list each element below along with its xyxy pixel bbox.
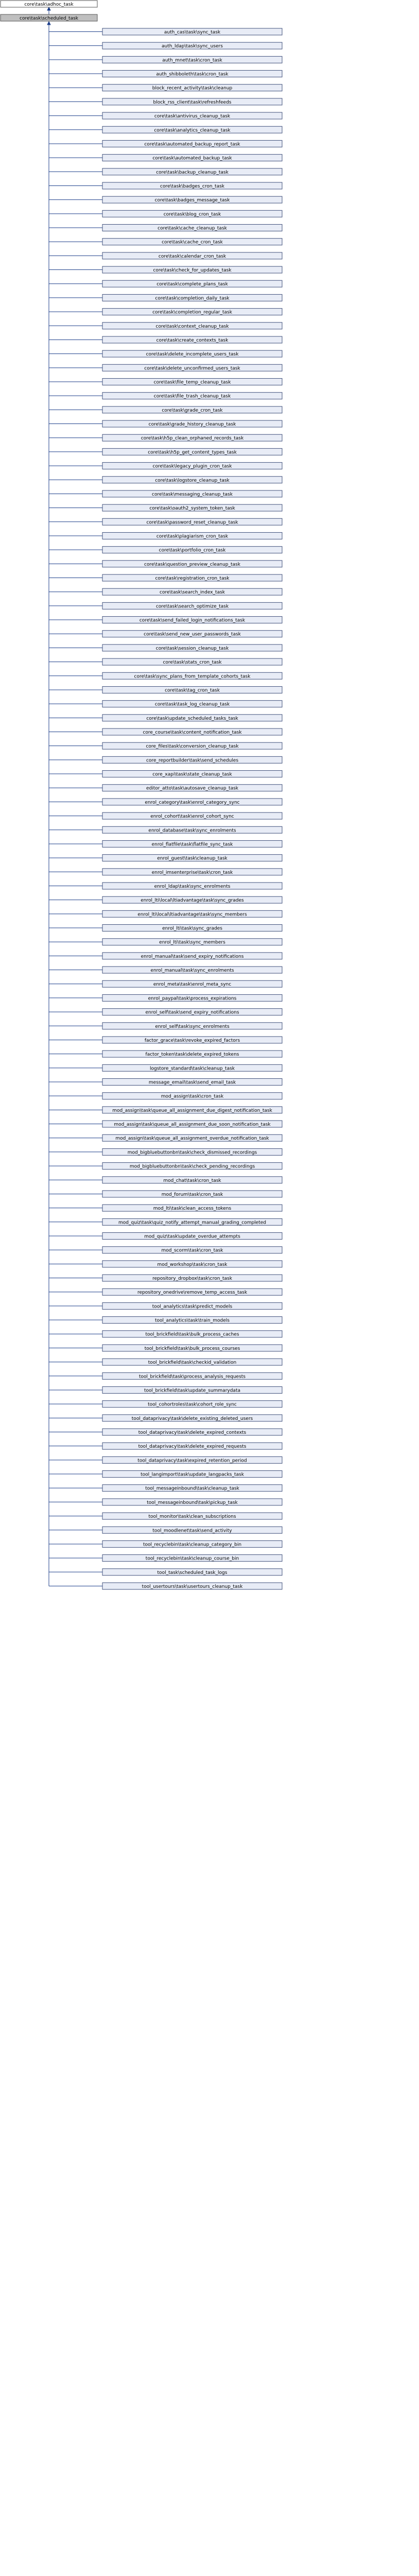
child-node-label: enrol_meta\task\enrol_meta_sync	[153, 982, 232, 988]
child-node-label: core\task\antivirus_cleanup_task	[154, 114, 231, 120]
child-node[interactable]	[102, 602, 282, 609]
child-node-label: tool_dataprivacy\task\expired_retention_period	[137, 1458, 247, 1464]
child-node[interactable]	[102, 1191, 282, 1197]
child-node-label: enrol_paypal\task\process_expirations	[148, 996, 237, 1002]
child-node-label: core\task\registration_cron_task	[155, 576, 230, 582]
child-node-label: tool_dataprivacy\task\delete_expired_requests	[138, 1444, 247, 1450]
child-node-label: enrol_self\task\sync_enrolments	[155, 1024, 230, 1029]
child-node[interactable]	[102, 168, 282, 175]
child-node[interactable]	[102, 1093, 282, 1099]
child-node[interactable]	[102, 812, 282, 819]
child-node[interactable]	[102, 631, 282, 637]
child-node[interactable]	[102, 1232, 282, 1239]
child-node[interactable]	[102, 771, 282, 777]
child-node[interactable]	[102, 323, 282, 329]
child-node[interactable]	[102, 336, 282, 343]
child-node[interactable]	[102, 840, 282, 847]
child-node[interactable]	[102, 1107, 282, 1113]
child-node-label: core\task\automated_backup_report_task	[144, 142, 240, 147]
child-node-label: auth_cas\task\sync_task	[164, 30, 221, 35]
child-node[interactable]	[102, 379, 282, 385]
child-node-label: core\task\h5p_clean_orphaned_records_task	[141, 436, 244, 442]
child-node[interactable]	[102, 1121, 282, 1127]
child-node-label: core\task\create_contexts_task	[156, 337, 229, 343]
child-nodes-layer	[102, 28, 282, 1589]
child-node-label: tool_brickfield\task\bulk_process_caches	[145, 1332, 239, 1337]
child-node[interactable]	[102, 518, 282, 525]
child-node[interactable]	[102, 1148, 282, 1155]
child-node[interactable]	[102, 84, 282, 91]
child-node-label: enrol_guest\task\cleanup_task	[157, 856, 228, 861]
child-node[interactable]	[102, 477, 282, 483]
child-node-label: core\task\stats_cron_task	[163, 660, 222, 666]
child-node[interactable]	[102, 1499, 282, 1505]
child-node[interactable]	[102, 71, 282, 77]
root-node-label: core\task\adhoc_task	[24, 2, 74, 7]
child-node-label: core\task\task_log_cleanup_task	[154, 702, 230, 707]
child-node[interactable]	[102, 196, 282, 203]
child-node-label: tool_recyclebin\task\cleanup_course_bin	[145, 1556, 239, 1562]
child-node-label: core\task\completion_regular_task	[152, 310, 232, 315]
child-node[interactable]	[102, 420, 282, 427]
child-node-label: tool_langimport\task\update_langpacks_task	[141, 1472, 244, 1478]
child-node[interactable]	[102, 1023, 282, 1029]
child-node[interactable]	[102, 252, 282, 259]
child-node-label: tool_recyclebin\task\cleanup_category_bin	[143, 1542, 242, 1548]
child-node-label: core\task\delete_unconfirmed_users_task	[144, 366, 240, 371]
child-node[interactable]	[102, 1275, 282, 1281]
child-node-label: enrol_manual\task\send_expiry_notifications	[141, 954, 244, 959]
child-node[interactable]	[102, 574, 282, 581]
child-node[interactable]	[102, 280, 282, 287]
child-node[interactable]	[102, 980, 282, 987]
child-node[interactable]	[102, 588, 282, 595]
child-node[interactable]	[102, 406, 282, 413]
child-node-label: tool_dataprivacy\task\delete_expired_contexts	[138, 1430, 247, 1435]
child-node[interactable]	[102, 1345, 282, 1351]
child-node-label: core\task\file_trash_cleanup_task	[153, 394, 231, 399]
child-node-label: enrol_imsenterprise\task\cron_task	[151, 870, 233, 875]
child-node-label: mod_bigbluebuttonbn\task\check_dismissed_recordings	[127, 1150, 257, 1156]
child-node-label: tool_analytics\task\train_models	[155, 1318, 230, 1324]
child-node-label: core\task\grade_history_cleanup_task	[148, 422, 236, 428]
child-node-label: tool_cohortroles\task\cohort_role_sync	[148, 1402, 237, 1408]
child-node[interactable]	[102, 1359, 282, 1365]
child-node[interactable]	[102, 953, 282, 959]
child-node-label: tool_brickfield\task\checkid_validation	[148, 1360, 237, 1366]
child-node-label: repository_onedrive\remove_temp_access_task	[137, 1290, 248, 1296]
child-node[interactable]	[102, 869, 282, 875]
child-node[interactable]	[102, 1401, 282, 1408]
child-node[interactable]	[102, 309, 282, 315]
child-node-label: core\task\h5p_get_content_types_task	[148, 450, 237, 455]
child-node[interactable]	[102, 1583, 282, 1589]
child-node[interactable]	[102, 701, 282, 707]
child-node-label: block_recent_activity\task\cleanup	[152, 86, 233, 91]
child-node-label: tool_messageinbound\task\pickup_task	[147, 1500, 238, 1505]
child-node[interactable]	[102, 1037, 282, 1043]
child-node[interactable]	[102, 855, 282, 861]
child-node[interactable]	[102, 617, 282, 623]
child-node[interactable]	[102, 1415, 282, 1421]
child-node-label: core\task\oauth2_system_token_task	[149, 506, 235, 512]
child-node-label: core\task\plagiarism_cron_task	[156, 534, 229, 539]
child-node[interactable]	[102, 28, 282, 35]
child-node-label: core\task\messaging_cleanup_task	[152, 492, 233, 497]
child-node-label: core\task\cache_cleanup_task	[158, 226, 227, 231]
child-node-label: tool_monitor\task\clean_subscriptions	[148, 1514, 236, 1520]
child-node-label: mod_assign\task\queue_all_assignment_due_soon_notification_task	[114, 1122, 271, 1128]
child-node-label: core\task\grade_cron_task	[162, 408, 223, 413]
child-node[interactable]	[102, 1302, 282, 1309]
child-node-label: factor_grace\task\revoke_expired_factors	[144, 1038, 240, 1043]
child-node[interactable]	[102, 42, 282, 49]
child-node[interactable]	[102, 490, 282, 497]
child-node[interactable]	[102, 1134, 282, 1141]
child-node[interactable]	[102, 1261, 282, 1267]
child-node[interactable]	[102, 1386, 282, 1393]
child-node[interactable]	[102, 826, 282, 833]
child-node[interactable]	[102, 98, 282, 105]
child-node[interactable]	[102, 1485, 282, 1492]
child-node[interactable]	[102, 1331, 282, 1337]
child-node[interactable]	[102, 742, 282, 749]
child-node-label: mod_quiz\task\update_overdue_attempts	[144, 1234, 240, 1240]
arrowhead	[47, 22, 50, 25]
child-node-label: tool_moodlenet\task\send_activity	[152, 1528, 232, 1534]
child-node[interactable]	[102, 1009, 282, 1015]
child-node[interactable]	[102, 672, 282, 679]
child-node[interactable]	[102, 925, 282, 931]
arrowhead	[47, 7, 50, 10]
child-node-label: enrol_database\task\sync_enrolments	[148, 828, 236, 834]
child-node-label: tool_usertours\task\usertours_cleanup_task	[142, 1584, 243, 1589]
parent-node-label: core\task\scheduled_task	[20, 16, 78, 21]
child-node[interactable]	[102, 294, 282, 301]
child-node[interactable]	[102, 239, 282, 245]
child-node-label: repository_dropbox\task\cron_task	[152, 1276, 232, 1282]
child-node-label: enrol_flatfile\task\flatfile_sync_task	[151, 842, 233, 848]
child-node[interactable]	[102, 686, 282, 693]
child-node[interactable]	[102, 1456, 282, 1463]
child-node[interactable]	[102, 448, 282, 455]
child-node[interactable]	[102, 1163, 282, 1170]
child-node-label: core\task\send_failed_login_notifications_task	[139, 618, 246, 623]
child-node[interactable]	[102, 645, 282, 651]
child-node[interactable]	[102, 210, 282, 217]
child-node-label: enrol_lti\task\sync_members	[159, 940, 225, 945]
child-node-label: core\task\update_scheduled_tasks_task	[146, 716, 238, 721]
child-node-label: core\task\session_cleanup_task	[155, 646, 229, 651]
child-node[interactable]	[102, 1064, 282, 1071]
child-node[interactable]	[102, 1372, 282, 1379]
child-node-label: core\task\calendar_cron_task	[158, 253, 226, 259]
child-node-label: tool_brickfield\task\bulk_process_courses	[144, 1346, 240, 1351]
child-node-label: block_rss_client\task\refreshfeeds	[153, 99, 232, 105]
edges-layer	[47, 7, 102, 1586]
child-node-label: enrol_lti\local\ltiadvantage\task\sync_members	[137, 912, 247, 918]
child-node-label: core\task\tag_cron_task	[165, 688, 220, 693]
child-node-label: mod_assign\task\queue_all_assignment_overdue_notification_task	[115, 1136, 269, 1142]
child-node-label: auth_shibboleth\task\cron_task	[156, 72, 229, 77]
child-node-label: core\task\sync_plans_from_template_cohorts_task	[134, 674, 251, 680]
child-node-label: enrol_self\task\send_expiry_notifications	[145, 1010, 239, 1015]
child-node[interactable]	[102, 1317, 282, 1324]
child-node-label: core_xapi\task\state_cleanup_task	[152, 772, 232, 777]
child-node[interactable]	[102, 1540, 282, 1547]
child-node-label: mod_forum\task\cron_task	[161, 1192, 223, 1197]
child-node-label: core\task\portfolio_cron_task	[159, 548, 226, 553]
child-node[interactable]	[102, 910, 282, 917]
child-node-label: core\task\analytics_cleanup_task	[154, 128, 231, 133]
child-node-label: tool_analytics\task\predict_models	[152, 1304, 233, 1310]
child-node[interactable]	[102, 393, 282, 399]
child-node-label: mod_assign\task\cron_task	[161, 1094, 224, 1099]
child-node[interactable]	[102, 112, 282, 119]
child-node[interactable]	[102, 1247, 282, 1253]
child-node[interactable]	[102, 715, 282, 721]
child-node-label: enrol_ldap\task\sync_enrolments	[154, 884, 231, 889]
child-node-label: core\task\cache_cron_task	[162, 240, 223, 245]
child-node-label: core\task\complete_plans_task	[156, 282, 228, 287]
child-node[interactable]	[102, 896, 282, 903]
child-node[interactable]	[102, 1177, 282, 1183]
child-node-label: core\task\check_for_updates_task	[153, 268, 232, 274]
child-node-label: enrol_cohort\task\enrol_cohort_sync	[150, 814, 234, 820]
child-node[interactable]	[102, 799, 282, 805]
child-node-label: core\task\legacy_plugin_cron_task	[152, 464, 232, 469]
child-node[interactable]	[102, 532, 282, 539]
child-node-label: mod_lti\task\clean_access_tokens	[153, 1206, 232, 1212]
child-node[interactable]	[102, 1429, 282, 1435]
child-node-label: tool_messageinbound\task\cleanup_task	[145, 1486, 239, 1492]
child-node[interactable]	[102, 56, 282, 63]
child-node[interactable]	[102, 1513, 282, 1519]
child-node[interactable]	[102, 883, 282, 889]
child-node-label: core\task\backup_cleanup_task	[156, 170, 229, 175]
child-node[interactable]	[102, 1079, 282, 1086]
child-node-label: core\task\delete_incomplete_users_task	[146, 352, 239, 358]
child-node[interactable]	[102, 658, 282, 665]
child-node-label: core_files\task\conversion_cleanup_task	[146, 744, 239, 750]
child-node-label: tool_dataprivacy\task\delete_existing_deleted_users	[131, 1416, 253, 1421]
child-node-label: mod_chat\task\cron_task	[163, 1178, 221, 1183]
child-node-label: core\task\file_temp_cleanup_task	[153, 380, 231, 385]
child-node[interactable]	[102, 225, 282, 231]
child-node-label: enrol_manual\task\sync_enrolments	[150, 968, 234, 974]
child-node[interactable]	[102, 434, 282, 441]
child-node[interactable]	[102, 994, 282, 1001]
child-node-label: core_course\task\content_notification_task	[143, 730, 242, 735]
child-node-label: core\task\search_index_task	[160, 590, 225, 596]
child-node-label: core\task\question_preview_cleanup_task	[144, 562, 240, 567]
child-node-label: enrol_lti\task\sync_grades	[162, 926, 222, 931]
child-node-label: core_reportbuilder\task\send_schedules	[146, 758, 239, 764]
child-node[interactable]	[102, 364, 282, 371]
child-node-label: core\task\search_optimize_task	[155, 604, 229, 609]
child-node-label: mod_bigbluebuttonbn\task\check_pending_recordings	[129, 1164, 255, 1170]
child-node-label: enrol_lti\local\ltiadvantage\task\sync_grades	[141, 898, 244, 904]
child-node-label: core\task\badges_message_task	[154, 198, 230, 204]
child-node[interactable]	[102, 350, 282, 357]
child-node-label: mod_scorm\task\cron_task	[161, 1248, 223, 1253]
child-node-label: core\task\completion_daily_task	[155, 296, 230, 301]
child-node[interactable]	[102, 967, 282, 973]
child-node[interactable]	[102, 1289, 282, 1295]
child-node-label: mod_quiz\task\quiz_notify_attempt_manual_grading_completed	[118, 1220, 266, 1226]
child-node-label: editor_atto\task\autosave_cleanup_task	[146, 786, 238, 791]
child-node-label: tool_brickfield\task\update_summarydata	[144, 1388, 240, 1394]
child-node[interactable]	[102, 463, 282, 469]
child-node-label: tool_brickfield\task\process_analysis_requests	[139, 1374, 246, 1380]
child-node-label: message_email\task\send_email_task	[148, 1080, 236, 1086]
child-node[interactable]	[102, 1569, 282, 1575]
child-node[interactable]	[102, 561, 282, 567]
child-node[interactable]	[102, 547, 282, 553]
child-node[interactable]	[102, 1555, 282, 1562]
child-node-label: auth_mnet\task\cron_task	[162, 58, 222, 63]
child-node-label: logstore_standard\task\cleanup_task	[150, 1066, 235, 1072]
child-node[interactable]	[102, 266, 282, 273]
child-node[interactable]	[102, 785, 282, 791]
child-node-label: enrol_category\task\enrol_category_sync	[145, 800, 240, 805]
child-node-label: core\task\password_reset_cleanup_task	[146, 520, 238, 526]
child-node-label: mod_assign\task\queue_all_assignment_due_digest_notification_task	[112, 1108, 272, 1113]
child-node[interactable]	[102, 1050, 282, 1057]
child-node[interactable]	[102, 1471, 282, 1478]
child-node[interactable]	[102, 140, 282, 147]
child-node-label: core\task\blog_cron_task	[163, 212, 221, 217]
child-node-label: auth_ldap\task\sync_users	[162, 44, 223, 49]
child-node[interactable]	[102, 939, 282, 945]
child-node[interactable]	[102, 756, 282, 763]
child-node-label: tool_task\scheduled_task_logs	[157, 1570, 228, 1575]
child-node[interactable]	[102, 1443, 282, 1449]
child-node[interactable]	[102, 1527, 282, 1533]
child-node-label: core\task\send_new_user_passwords_task	[144, 632, 241, 637]
child-node-label: factor_token\task\delete_expired_tokens	[145, 1052, 239, 1058]
child-node-label: core\task\context_cleanup_task	[155, 324, 229, 329]
child-node[interactable]	[102, 728, 282, 735]
child-node[interactable]	[102, 504, 282, 511]
parent-node	[1, 14, 97, 21]
child-node[interactable]	[102, 1218, 282, 1225]
child-node-label: core\task\automated_backup_task	[152, 156, 232, 161]
child-node-label: core\task\badges_cron_task	[160, 183, 224, 189]
child-node[interactable]	[102, 155, 282, 161]
root-node[interactable]	[1, 1, 97, 7]
child-node[interactable]	[102, 126, 282, 133]
child-node[interactable]	[102, 1205, 282, 1211]
child-node-label: mod_workshop\task\cron_task	[157, 1262, 228, 1267]
child-node-label: core\task\logstore_cleanup_task	[155, 478, 230, 483]
child-node[interactable]	[102, 182, 282, 189]
